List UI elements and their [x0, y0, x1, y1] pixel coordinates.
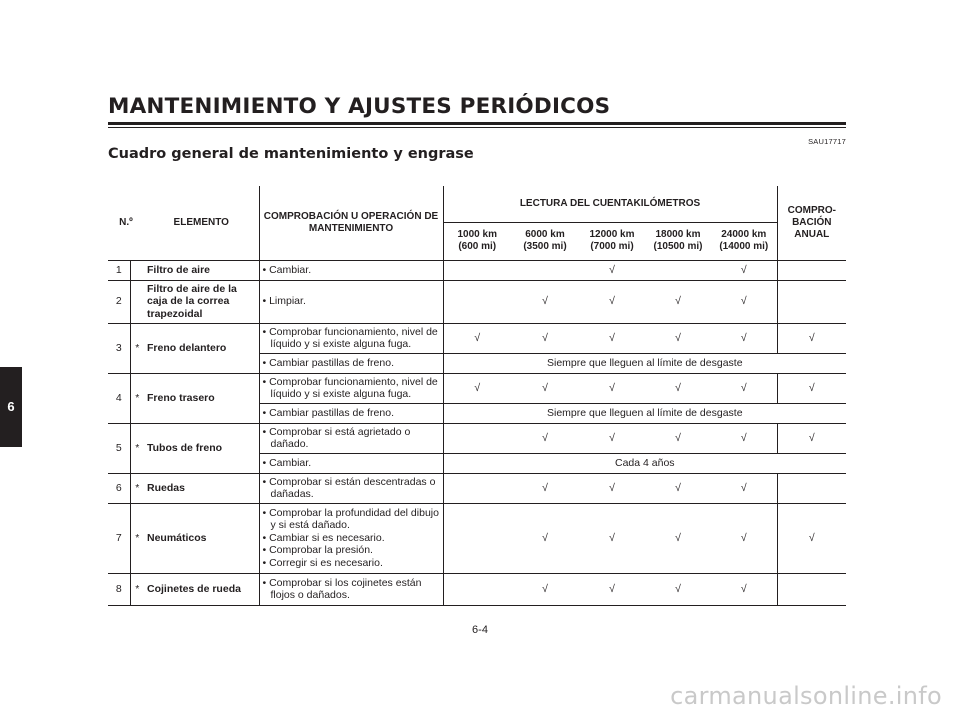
- mark-18000: √: [645, 323, 711, 353]
- header-odometer: LECTURA DEL CUENTAKILÓMETROS: [443, 186, 777, 222]
- row-number: 1: [108, 260, 130, 280]
- table-row: [108, 323, 846, 353]
- mark-annual: √: [777, 503, 846, 573]
- table-row: [108, 373, 846, 403]
- mark-24000: √: [711, 423, 777, 453]
- row-star: *: [130, 323, 144, 373]
- mark-12000: √: [579, 573, 645, 605]
- row-number: 8: [108, 573, 130, 605]
- chapter-tab-label: 6: [7, 399, 15, 414]
- mark-12000: √: [579, 323, 645, 353]
- table-row: [108, 280, 846, 323]
- header-odo-12000: 12000 km (7000 mi): [579, 222, 645, 260]
- row-check: • Limpiar.: [259, 280, 443, 323]
- mark-24000: √: [711, 280, 777, 323]
- row-star: [130, 260, 144, 280]
- mark-12000: √: [579, 260, 645, 280]
- row-star: [130, 280, 144, 323]
- mark-annual: [777, 473, 846, 503]
- mark-annual: [777, 260, 846, 280]
- mark-6000: √: [511, 280, 579, 323]
- row-star: *: [130, 423, 144, 473]
- table-row: [108, 503, 846, 573]
- row-number: 3: [108, 323, 130, 373]
- row-item: Ruedas: [144, 473, 259, 503]
- row-item: Freno delantero: [144, 323, 259, 373]
- section-title: Cuadro general de mantenimiento y engrase: [108, 146, 474, 162]
- row-check: • Comprobar si los cojinetes están flojos o dañados.: [259, 573, 443, 605]
- mark-6000: √: [511, 323, 579, 353]
- header-odo-18000: 18000 km (10500 mi): [645, 222, 711, 260]
- row-star: *: [130, 573, 144, 605]
- row-number: 7: [108, 503, 130, 573]
- header-item: ELEMENTO: [144, 186, 259, 260]
- chapter-title: MANTENIMIENTO Y AJUSTES PERIÓDICOS: [108, 94, 611, 119]
- row-check: • Cambiar pastillas de freno.: [259, 353, 443, 373]
- mark-12000: √: [579, 423, 645, 453]
- row-check: • Comprobar si está agrietado o dañado.: [259, 423, 443, 453]
- row-number: 6: [108, 473, 130, 503]
- header-check: COMPROBACIÓN U OPERACIÓN DE MANTENIMIENTO: [259, 186, 443, 260]
- maintenance-table: [108, 186, 846, 606]
- row-interval-note: Cada 4 años: [443, 453, 846, 473]
- table-row: [108, 260, 846, 280]
- mark-24000: √: [711, 373, 777, 403]
- row-star: *: [130, 373, 144, 423]
- mark-6000: √: [511, 573, 579, 605]
- mark-12000: √: [579, 473, 645, 503]
- mark-1000: √: [443, 323, 511, 353]
- mark-6000: √: [511, 503, 579, 573]
- row-item: Tubos de freno: [144, 423, 259, 473]
- mark-annual: √: [777, 423, 846, 453]
- mark-1000: √: [443, 373, 511, 403]
- row-star: *: [130, 473, 144, 503]
- header-annual-line3: ANUAL: [794, 228, 830, 240]
- mark-6000: [511, 260, 579, 280]
- mark-12000: √: [579, 503, 645, 573]
- mark-12000: √: [579, 373, 645, 403]
- mark-18000: √: [645, 423, 711, 453]
- row-item: Neumáticos: [144, 503, 259, 573]
- mark-24000: √: [711, 503, 777, 573]
- mark-1000: [443, 573, 511, 605]
- mark-6000: √: [511, 373, 579, 403]
- document-code: SAU17717: [808, 137, 846, 146]
- row-item: Filtro de aire de la caja de la correa trapezoidal: [144, 280, 259, 323]
- header-annual-line2: BACIÓN: [792, 216, 832, 228]
- header-rule-thick: [108, 122, 846, 125]
- header-odo-6000: 6000 km (3500 mi): [511, 222, 579, 260]
- header-rule-thin: [108, 127, 846, 128]
- row-item: Freno trasero: [144, 373, 259, 423]
- header-odo-1000: 1000 km (600 mi): [443, 222, 511, 260]
- header-annual-line1: COMPRO-: [787, 204, 836, 216]
- mark-annual: [777, 573, 846, 605]
- row-interval-note: Siempre que lleguen al límite de desgaste: [443, 353, 846, 373]
- row-number: 5: [108, 423, 130, 473]
- table-row: [108, 473, 846, 503]
- mark-24000: √: [711, 473, 777, 503]
- mark-18000: √: [645, 473, 711, 503]
- mark-18000: √: [645, 373, 711, 403]
- header-row-1: [108, 186, 846, 222]
- mark-24000: √: [711, 573, 777, 605]
- row-item: Cojinetes de rueda: [144, 573, 259, 605]
- mark-24000: √: [711, 323, 777, 353]
- table-row: [108, 423, 846, 453]
- row-check: • Cambiar.: [259, 453, 443, 473]
- row-check: • Cambiar pastillas de freno.: [259, 403, 443, 423]
- page-number: 6-4: [472, 624, 488, 636]
- mark-6000: √: [511, 423, 579, 453]
- row-interval-note: Siempre que lleguen al límite de desgaste: [443, 403, 846, 423]
- mark-1000: [443, 280, 511, 323]
- row-number: 4: [108, 373, 130, 423]
- table-row: [108, 573, 846, 605]
- row-number: 2: [108, 280, 130, 323]
- header-odo-24000: 24000 km (14000 mi): [711, 222, 777, 260]
- row-check: • Comprobar si están descentradas o dañadas.: [259, 473, 443, 503]
- chapter-tab: [0, 367, 22, 447]
- row-check: • Comprobar funcionamiento, nivel de líquido y si existe alguna fuga.: [259, 323, 443, 353]
- row-star: *: [130, 503, 144, 573]
- mark-6000: √: [511, 473, 579, 503]
- row-check: • Comprobar la profundidad del dibujo y si está dañado. • Cambiar si es necesario. • Comprobar la presión. • Corregir si es necesario.: [259, 503, 443, 573]
- row-item: Filtro de aire: [144, 260, 259, 280]
- header-no: N.º: [108, 186, 144, 260]
- mark-annual: √: [777, 373, 846, 403]
- mark-1000: [443, 423, 511, 453]
- mark-18000: √: [645, 280, 711, 323]
- row-check: • Cambiar.: [259, 260, 443, 280]
- mark-1000: [443, 503, 511, 573]
- row-check: • Comprobar funcionamiento, nivel de líquido y si existe alguna fuga.: [259, 373, 443, 403]
- mark-annual: √: [777, 323, 846, 353]
- mark-1000: [443, 473, 511, 503]
- mark-1000: [443, 260, 511, 280]
- mark-12000: √: [579, 280, 645, 323]
- mark-18000: [645, 260, 711, 280]
- header-annual: [777, 186, 846, 260]
- mark-18000: √: [645, 573, 711, 605]
- mark-18000: √: [645, 503, 711, 573]
- watermark: carmanualsonline.info: [670, 682, 942, 710]
- mark-annual: [777, 280, 846, 323]
- mark-24000: √: [711, 260, 777, 280]
